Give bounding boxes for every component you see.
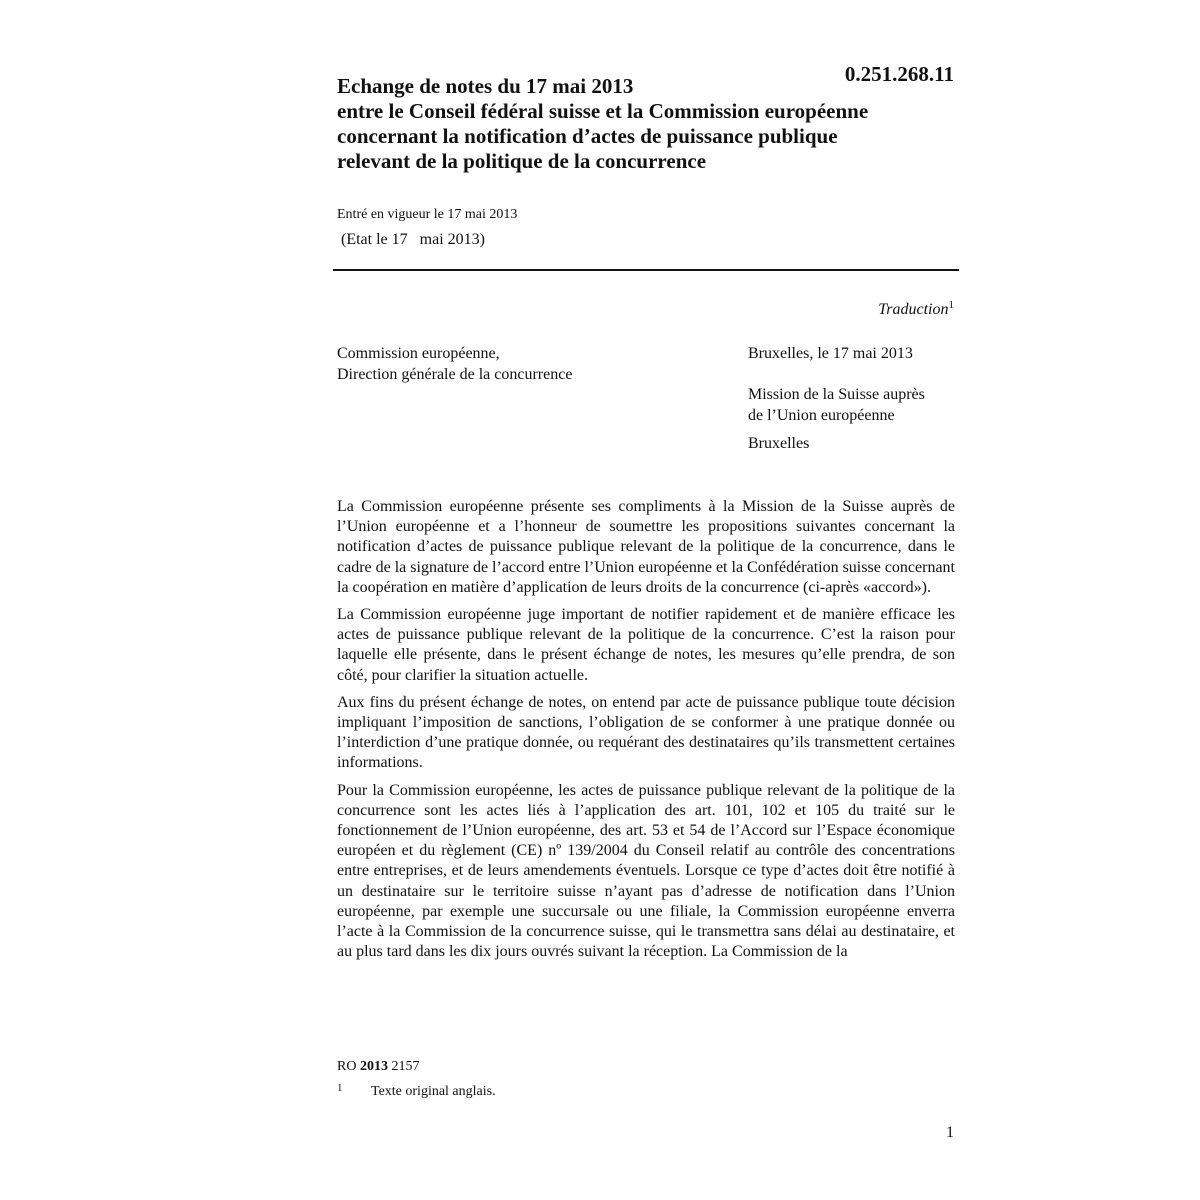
header-divider (333, 269, 959, 271)
title-line: Echange de notes du 17 mai 2013 (337, 74, 634, 98)
body-paragraph: La Commission européenne juge important de notifier rapidement et de manière efficace les actes de puissance publique relevant de la politique de la concurrence. C’est la raison pour laquelle elle présente, dans le présent échange de notes, les mesures qu’elle prendra, de son côté, pour clarifier la situation actuelle. (337, 606, 955, 684)
recipient-city: Bruxelles (748, 435, 810, 452)
ro-page: 2157 (391, 1059, 420, 1074)
title-line: relevant de la politique de la concurrence (337, 149, 707, 173)
letter-dateline: Bruxelles, le 17 mai 2013 (748, 345, 913, 362)
official-compilation-ref (337, 1057, 419, 1077)
footnote-number: 1 (337, 1082, 343, 1094)
footnote-text: Texte original anglais. (371, 1084, 496, 1099)
title-line: entre le Conseil fédéral suisse et la Commission européenne (337, 99, 869, 123)
translation-label: Traduction (878, 301, 949, 318)
letter-sender (337, 343, 667, 385)
title-line: concernant la notification d’actes de puissance publique (337, 124, 838, 148)
systematic-number: 0.251.268.11 (844, 62, 954, 86)
document-title (337, 74, 977, 174)
footnote (337, 1078, 496, 1102)
body-paragraph: La Commission européenne présente ses compliments à la Mission de la Suisse auprès de l’Union européenne et a l’honneur de soumettre les propositions suivantes concernant la notification d’actes de puissance publique relevant de la politique de la concurrence, dans le cadre de la signature de l’accord entre l’Union européenne et la Confédération suisse concernant la coopération en matière d’application de leurs droits de la concurrence (ci-après «accord»). (337, 498, 955, 596)
body-paragraph: Aux fins du présent échange de notes, on entend par acte de puissance publique toute décision impliquant l’imposition de sanctions, l’obligation de se conformer à une pratique donnée ou l’interdiction d’une pratique donnée, ou requérant des destinataires qu’ils transmettent certaines informations. (337, 693, 955, 772)
recipient-line: Mission de la Suisse auprès (748, 386, 925, 403)
letter-recipient (748, 384, 925, 426)
sender-line: Direction générale de la concurrence (337, 366, 573, 383)
recipient-line: de l’Union européenne (748, 407, 895, 424)
body-paragraph: Pour la Commission européenne, les actes de puissance publique relevant de la politique de la concurrence sont les actes liés à l’application des art. 101, 102 et 105 du traité sur le fonctionnement de l’Union européenne, des art. 53 et 54 de l’Accord sur l’Espace économique européen et du règlement (CE) nº 139/2004 du Conseil relatif au contrôle des concentrations entre entreprises, et de leurs amendements éventuels. Lorsque ce type d’actes doit être notifié à un destinataire sur le territoire suisse n’ayant pas d’adresse de notification dans l’Union européenne, par exemple une succursale ou une filiale, la Commission européenne enverra l’acte à la Commission de la concurrence suisse, qui le transmettra sans délai au destinataire, et au plus tard dans les dix jours ouvrés suivant la réception. La Commission de la (337, 781, 955, 961)
footnote-marker[interactable]: 1 (948, 299, 954, 311)
state-date: (Etat le 17 mai 2013) (341, 231, 485, 248)
sender-line: Commission européenne, (337, 345, 500, 362)
page-number: 1 (946, 1124, 954, 1141)
ro-prefix: RO (337, 1059, 357, 1074)
letter-body (337, 497, 955, 969)
entry-into-force: Entré en vigueur le 17 mai 2013 (337, 207, 518, 222)
translation-note (700, 299, 954, 321)
ro-year: 2013 (359, 1059, 388, 1074)
